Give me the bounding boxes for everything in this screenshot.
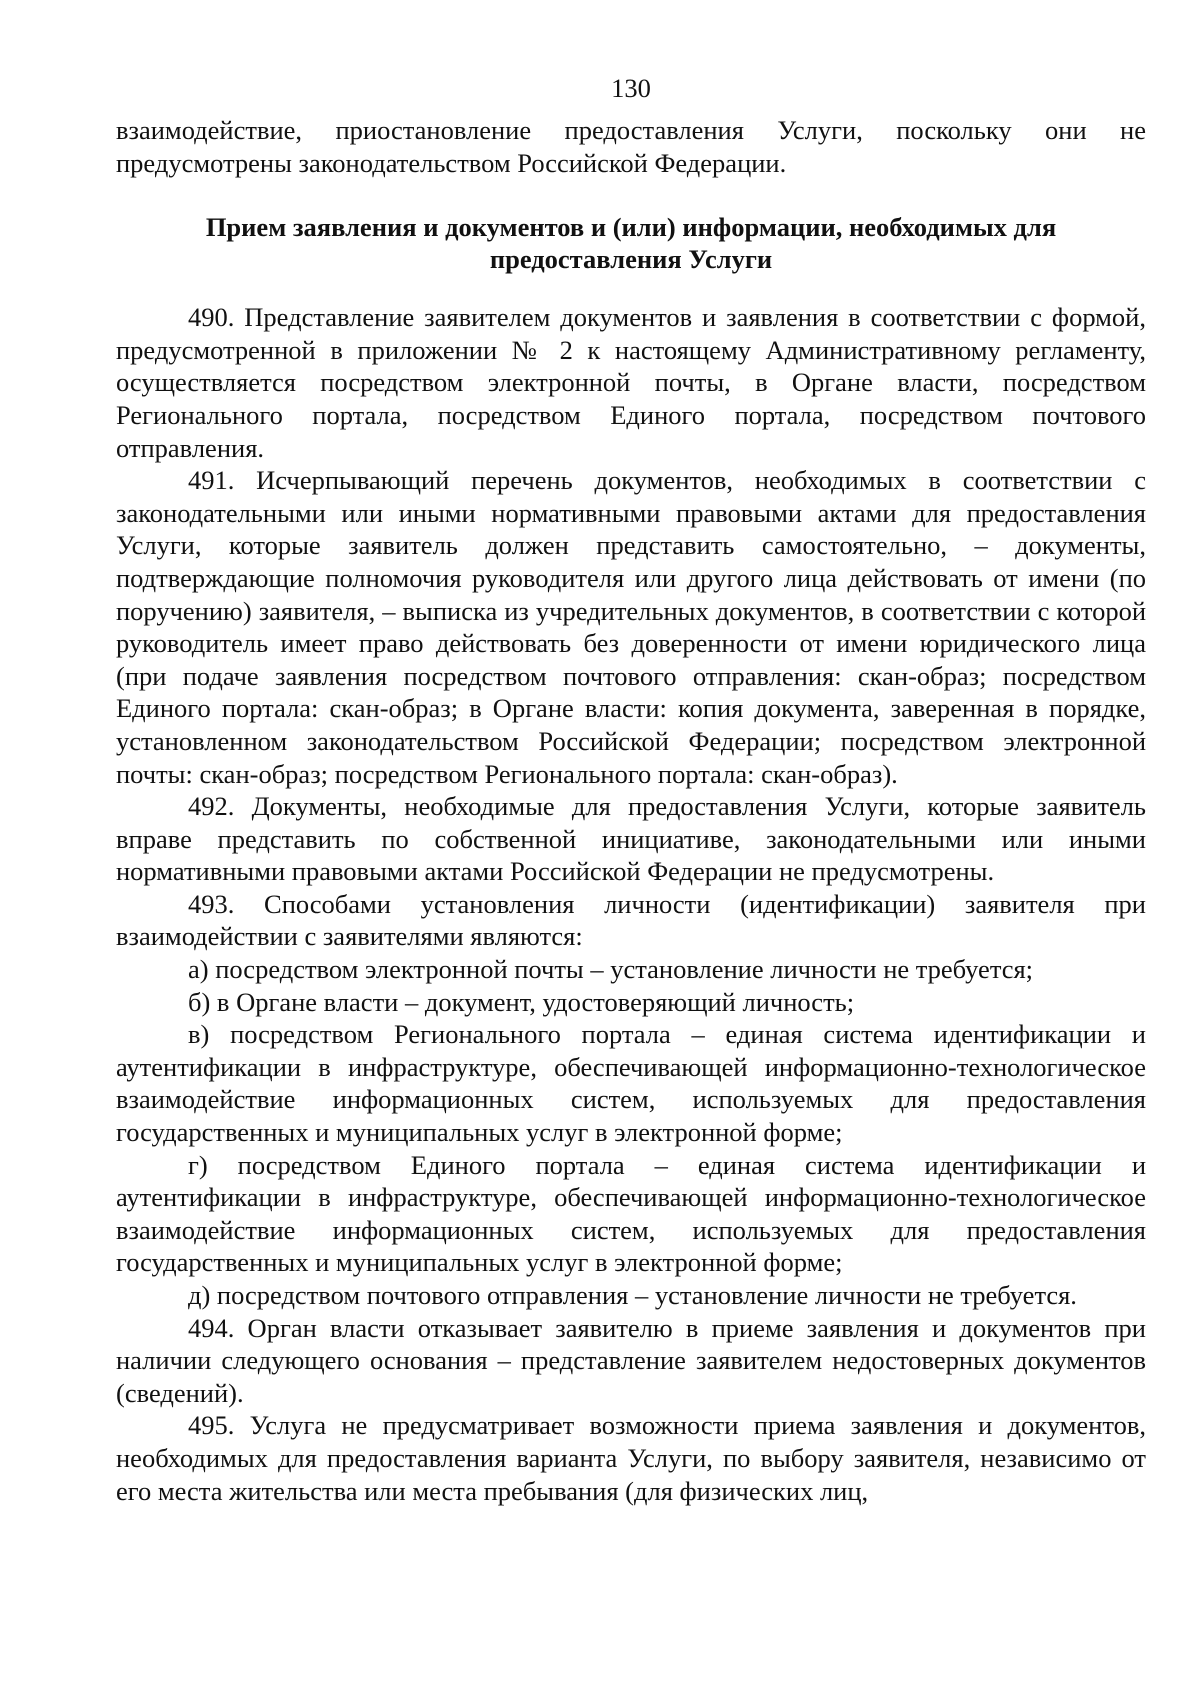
paragraph-492: 492. Документы, необходимые для предоставления Услуги, которые заявитель вправе представить по собственной инициативе, законодательными или иными нормативными правовыми актами Российской Федерации не предусмотрены. xyxy=(116,791,1146,887)
section-heading: Прием заявления и документов и (или) информации, необходимых для предоставления Услуги xyxy=(205,212,1057,275)
list-item-g: г) посредством Единого портала – единая система идентификации и аутентификации в инфраструктуре, обеспечивающей информационно-технологическое взаимодействие информационных систем, используемых для предоставления государственных и муниципальных услуг в электронной форме; xyxy=(116,1149,1146,1278)
list-item-d: д) посредством почтового отправления – установление личности не требуется. xyxy=(188,1280,1077,1310)
paragraph-495: 495. Услуга не предусматривает возможности приема заявления и документов, необходимых для предоставления варианта Услуги, по выбору заявителя, независимо от его места жительства или места пребывания (для физических лиц, xyxy=(116,1410,1146,1506)
paragraph-491: 491. Исчерпывающий перечень документов, необходимых в соответствии с законодательными или иными нормативными правовыми актами для предоставления Услуги, которые заявитель должен представить самостоятельно, – документы, подтверждающие полномочия руководителя или другого лица действовать от имени (по поручению) заявителя, – выписка из учредительных документов, в соответствии с которой руководитель имеет право действовать без доверенности от имени юридического лица (при подаче заявления посредством почтового отправления: скан-образ; посредством Единого портала: скан-образ; в Органе власти: копия документа, заверенная в порядке, установленном законодательством Российской Федерации; посредством электронной почты: скан-образ; посредством Регионального портала: скан-образ). xyxy=(116,465,1146,789)
paragraph-continuation: взаимодействие, приостановление предоставления Услуги, поскольку они не предусмотрены законодательством Российской Федерации. xyxy=(116,115,1146,178)
list-item-a: а) посредством электронной почты – установление личности не требуется; xyxy=(188,954,1034,985)
list-item-v: в) посредством Регионального портала – единая система идентификации и аутентификации в инфраструктуре, обеспечивающей информационно-технологическое взаимодействие информационных систем, используемых для предоставления государственных и муниципальных услуг в электронной форме; xyxy=(116,1019,1146,1148)
paragraph-493: 493. Способами установления личности (идентификации) заявителя при взаимодействии с заявителями являются: xyxy=(116,888,1146,952)
document-page xyxy=(116,72,1146,1507)
paragraph-494: 494. Орган власти отказывает заявителю в приеме заявления и документов при наличии следующего основания – представление заявителем недостоверных документов (сведений). xyxy=(116,1312,1146,1408)
list-item-b: б) в Органе власти – документ, удостоверяющий личность; xyxy=(188,986,855,1017)
paragraph-490: 490. Представление заявителем документов и заявления в соответствии с формой, предусмотренной в приложении № 2 к настоящему Административному регламенту, осуществляется посредством электронной почты, в Органе власти, посредством Регионального портала, посредством Единого портала, посредством почтового отправления. xyxy=(116,302,1146,463)
page-number: 130 xyxy=(611,73,651,103)
